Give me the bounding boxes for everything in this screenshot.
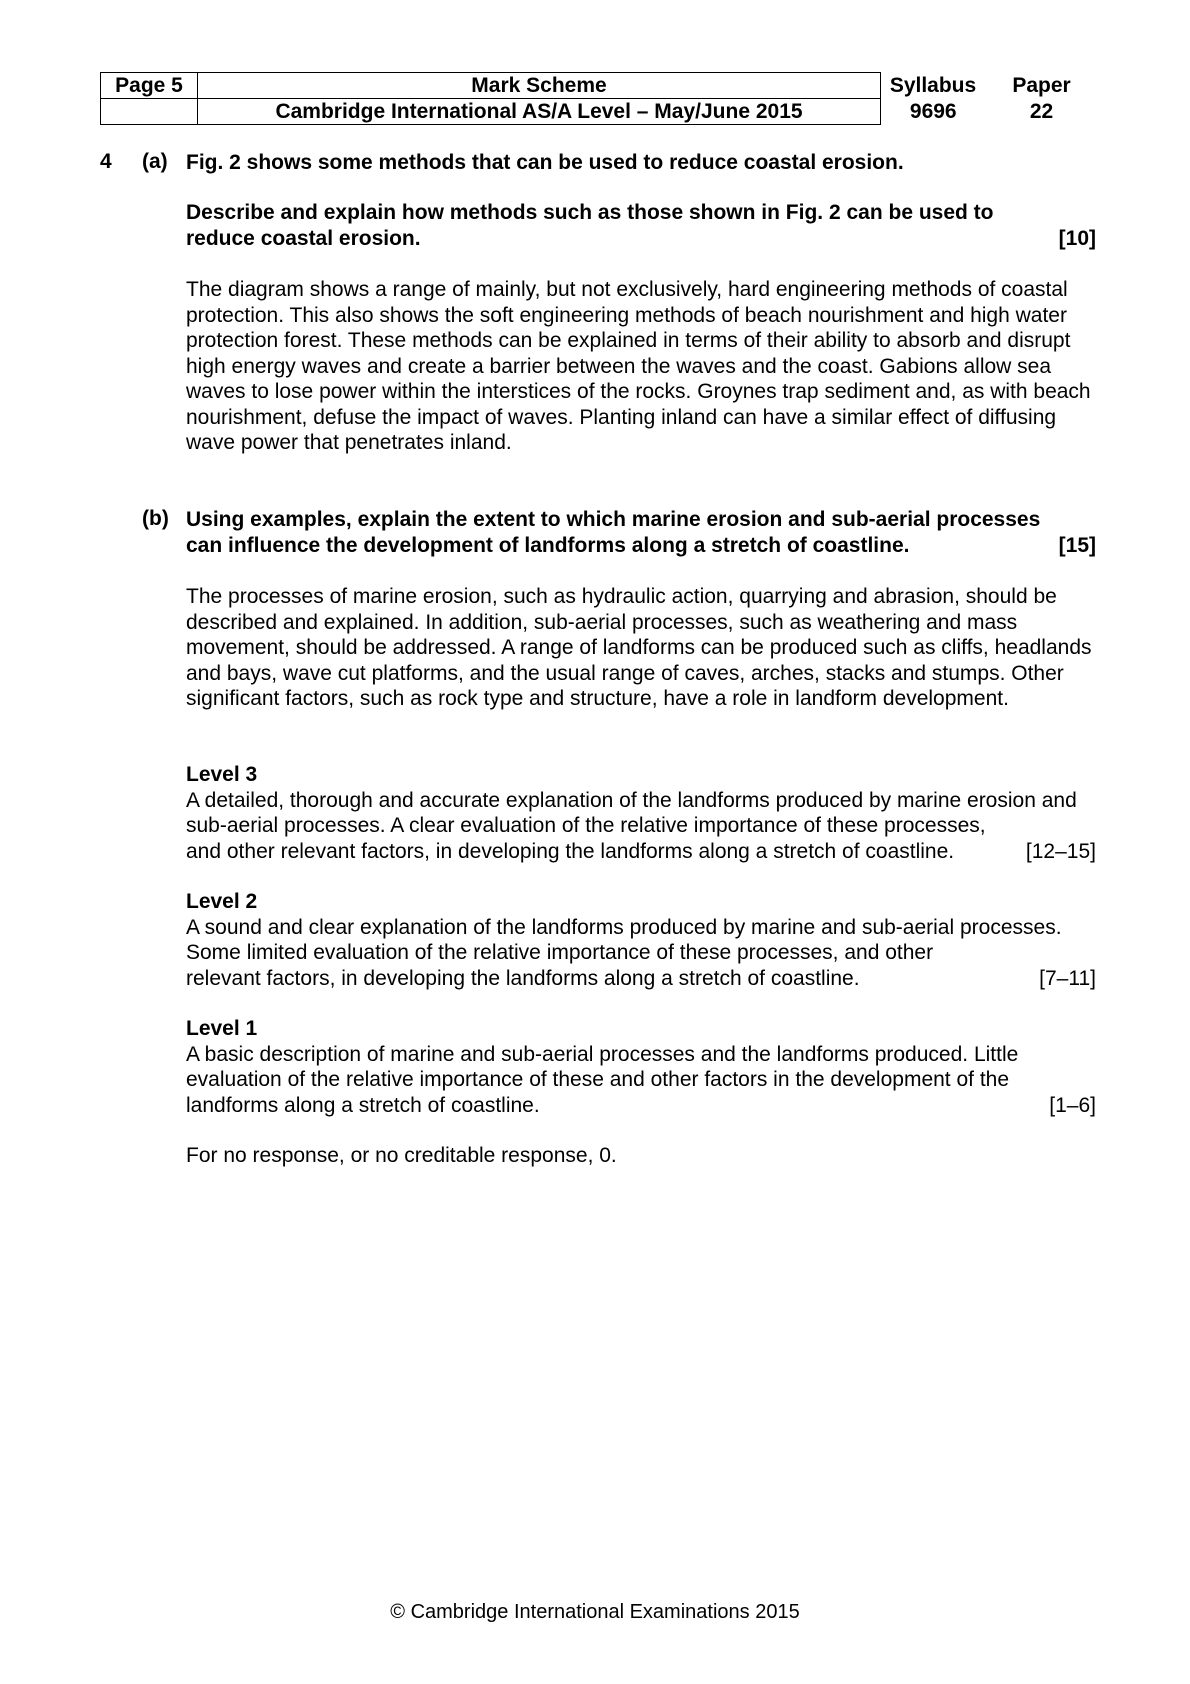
level-3-title: Level 3 — [186, 763, 258, 786]
part-a-task — [186, 200, 1096, 251]
header-empty-cell — [101, 99, 198, 125]
header-table — [100, 72, 1098, 125]
question-number: 4 — [100, 150, 112, 173]
part-b-task-line1: Using examples, explain the extent to which marine erosion and sub-aerial processes — [186, 508, 1041, 531]
no-response-note: For no response, or no creditable response, 0. — [186, 1144, 617, 1167]
level-3-body: A detailed, thorough and accurate explanation of the landforms produced by marine erosion and sub-aerial processes. A clear evaluation of the relative importance of these processes, — [186, 788, 1077, 837]
level-1-marks: [1–6] — [1049, 1093, 1096, 1117]
part-a-marks: [10] — [1058, 226, 1096, 250]
level-3-descriptor — [186, 762, 1096, 864]
part-a-label: (a) — [142, 150, 168, 173]
syllabus-label: Syllabus — [889, 74, 977, 97]
paper-number: 22 — [1029, 100, 1054, 123]
level-2-last-line: relevant factors, in developing the landforms along a stretch of coastline. — [186, 966, 860, 990]
level-1-title: Level 1 — [186, 1017, 258, 1040]
part-b-task — [186, 507, 1096, 558]
level-2-title: Level 2 — [186, 890, 258, 913]
part-b-marks: [15] — [1058, 533, 1096, 557]
part-b-label: (b) — [142, 507, 169, 530]
part-a-stem: Fig. 2 shows some methods that can be used to reduce coastal erosion. — [186, 151, 904, 174]
part-a-task-line2: reduce coastal erosion. — [186, 226, 421, 250]
level-3-marks: [12–15] — [1025, 839, 1096, 863]
syllabus-code: 9696 — [909, 100, 957, 123]
part-a-answer: The diagram shows a range of mainly, but not exclusively, hard engineering methods of coastal protection. This also shows the soft engineering methods of beach nourishment and high water protection forest. These methods can be explained in terms of their ability to absorb and disrupt high energy waves and create a barrier between the waves and the coast. Gabions allow sea waves to lose power within the interstices of the rocks. Groynes trap sediment and, as with beach nourishment, defuse the impact of waves. Planting inland can have a similar effect of diffusing wave power that penetrates inland. — [186, 278, 1091, 454]
part-a-task-line1: Describe and explain how methods such as those shown in Fig. 2 can be used to — [186, 201, 994, 224]
document-title: Mark Scheme — [198, 73, 881, 99]
level-1-descriptor — [186, 1016, 1096, 1118]
copyright-footer: © Cambridge International Examinations 2015 — [390, 1601, 800, 1623]
document-subtitle: Cambridge International AS/A Level – May/June 2015 — [198, 99, 881, 125]
part-b-answer: The processes of marine erosion, such as hydraulic action, quarrying and abrasion, should be described and explained. In addition, sub-aerial processes, such as weathering and mass movement, should be addressed. A range of landforms can be produced such as cliffs, headlands and bays, wave cut platforms, and the usual range of caves, arches, stacks and stumps. Other significant factors, such as rock type and structure, have a role in landform development. — [186, 585, 1092, 710]
paper-label: Paper — [1012, 74, 1071, 97]
level-2-body: A sound and clear explanation of the landforms produced by marine and sub-aerial processes. Some limited evaluation of the relative importance of these processes, and other — [186, 915, 1062, 964]
level-2-descriptor — [186, 889, 1096, 991]
level-3-last-line: and other relevant factors, in developing the landforms along a stretch of coastline. — [186, 839, 955, 863]
part-b-task-line2: can influence the development of landforms along a stretch of coastline. — [186, 533, 910, 557]
level-1-last-line: landforms along a stretch of coastline. — [186, 1093, 540, 1117]
page-number: Page 5 — [101, 73, 198, 99]
level-1-body: A basic description of marine and sub-aerial processes and the landforms produced. Little evaluation of the relative importance of these and other factors in the development of the — [186, 1042, 1019, 1091]
level-2-marks: [7–11] — [1039, 966, 1096, 990]
